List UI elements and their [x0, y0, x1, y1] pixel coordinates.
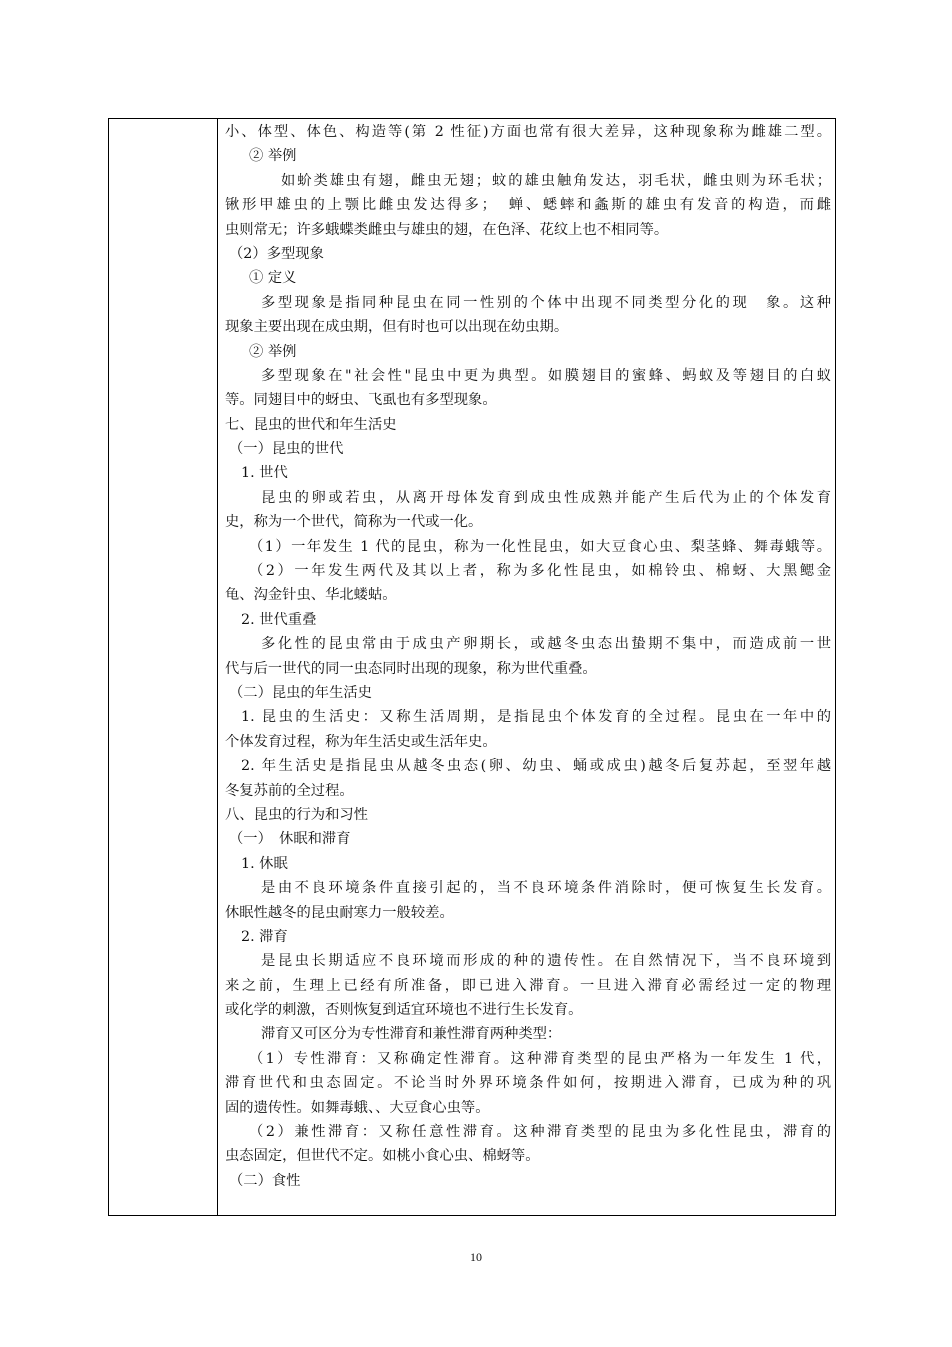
text-line: （1）专性滞育：又称确定性滞育。这种滞育类型的昆虫严格为一年发生 1 代，: [249, 1050, 831, 1067]
text-line: 如蚧类雄虫有翅，雌虫无翅；蚊的雄虫触角发达，羽毛状，雌虫则为环毛状；: [281, 172, 831, 189]
text-line: 多型现象在"社会性"昆虫中更为典型。如膜翅目的蜜蜂、蚂蚁及等翅目的白蚁: [261, 367, 831, 384]
text-line: （二）昆虫的年生活史: [229, 684, 372, 701]
text-line: 1. 休眠: [241, 855, 288, 872]
text-line: 多型现象是指同种昆虫在同一性别的个体中出现不同类型分化的现 象。这种: [261, 294, 831, 311]
text-line: 来之前，生理上已经有所准备，即已进入滞育。一旦进入滞育必需经过一定的物理: [225, 977, 831, 994]
text-line: 小、体型、体色、构造等(第 2 性征)方面也常有很大差异，这种现象称为雌雄二型。: [225, 124, 831, 140]
text-line: （2）一年发生两代及其以上者，称为多化性昆虫，如棉铃虫、棉蚜、大黑鳃金: [249, 563, 831, 580]
text-line: 虫态固定，但世代不定。如桃小食心虫、棉蚜等。: [225, 1148, 540, 1165]
text-line: 锹形甲雄虫的上颚比雌虫发达得多； 蝉、蟋蟀和螽斯的雄虫有发音的构造，而雌: [225, 197, 831, 214]
text-line: （2）多型现象: [229, 245, 324, 262]
text-line: 滞育又可区分为专性滞育和兼性滞育两种类型：: [261, 1026, 562, 1043]
text-line: 虫则常无；许多蛾蝶类雌虫与雄虫的翅，在色泽、花纹上也不相同等。: [225, 221, 669, 238]
text-line: ② 举例: [249, 343, 297, 360]
text-line: 七、昆虫的世代和年生活史: [225, 416, 397, 433]
text-line: 休眠性越冬的昆虫耐寒力一般较差。: [225, 904, 454, 921]
text-line: （二）食性: [229, 1172, 301, 1189]
text-line: 代与后一世代的同一虫态同时出现的现象，称为世代重叠。: [225, 660, 597, 677]
text-line: （2）兼性滞育：又称任意性滞育。这种滞育类型的昆虫为多化性昆虫，滞育的: [249, 1124, 831, 1141]
text-line: （一） 休眠和滞育: [229, 831, 351, 848]
text-line: 史，称为一个世代，简称为一代或一化。: [225, 514, 483, 531]
text-line: 是昆虫长期适应不良环境而形成的种的遗传性。在自然情况下，当不良环境到: [261, 953, 831, 970]
text-line: 昆虫的卵或若虫，从离开母体发育到成虫性成熟并能产生后代为止的个体发育: [261, 489, 831, 506]
text-line: （1）一年发生 1 代的昆虫，称为一化性昆虫，如大豆食心虫、梨茎蜂、舞毒蛾等。: [249, 538, 831, 555]
text-line: 固的遗传性。如舞毒蛾、、大豆食心虫等。: [225, 1099, 490, 1116]
text-line: 八、昆虫的行为和习性: [225, 806, 368, 823]
text-line: ② 举例: [249, 148, 297, 165]
text-line: 现象主要出现在成虫期，但有时也可以出现在幼虫期。: [225, 319, 569, 336]
text-line: 1. 昆虫的生活史：又称生活周期，是指昆虫个体发育的全过程。昆虫在一年中的: [241, 709, 831, 726]
text-line: 等。同翅目中的蚜虫、飞虱也有多型现象。: [225, 392, 497, 409]
text-line: 1. 世代: [241, 465, 288, 482]
page-number: 10: [470, 1250, 482, 1264]
text-line: 多化性的昆虫常由于成虫产卵期长，或越冬虫态出蛰期不集中，而造成前一世: [261, 636, 831, 653]
text-line: 是由不良环境条件直接引起的，当不良环境条件消除时，便可恢复生长发育。: [261, 880, 831, 897]
text-line: 2. 年生活史是指昆虫从越冬虫态(卵、幼虫、蛹或成虫)越冬后复苏起，至翌年越: [241, 758, 831, 775]
text-line: 龟、沟金针虫、华北蝼蛄。: [225, 587, 397, 604]
text-line: 2. 世代重叠: [241, 611, 317, 628]
text-line: 个体发育过程，称为年生活史或生活年史。: [225, 733, 497, 750]
column-divider: [217, 118, 218, 1216]
text-line: （一）昆虫的世代: [229, 441, 344, 458]
text-line: 滞育世代和虫态固定。不论当时外界环境条件如何，按期进入滞育，已成为种的巩: [225, 1075, 831, 1092]
text-line: 冬复苏前的全过程。: [225, 782, 354, 799]
text-line: ① 定义: [249, 270, 297, 287]
text-line: 或化学的刺激，否则恢复到适宜环境也不进行生长发育。: [225, 1002, 583, 1019]
text-line: 2. 滞育: [241, 928, 288, 945]
document-body: [225, 120, 831, 1193]
